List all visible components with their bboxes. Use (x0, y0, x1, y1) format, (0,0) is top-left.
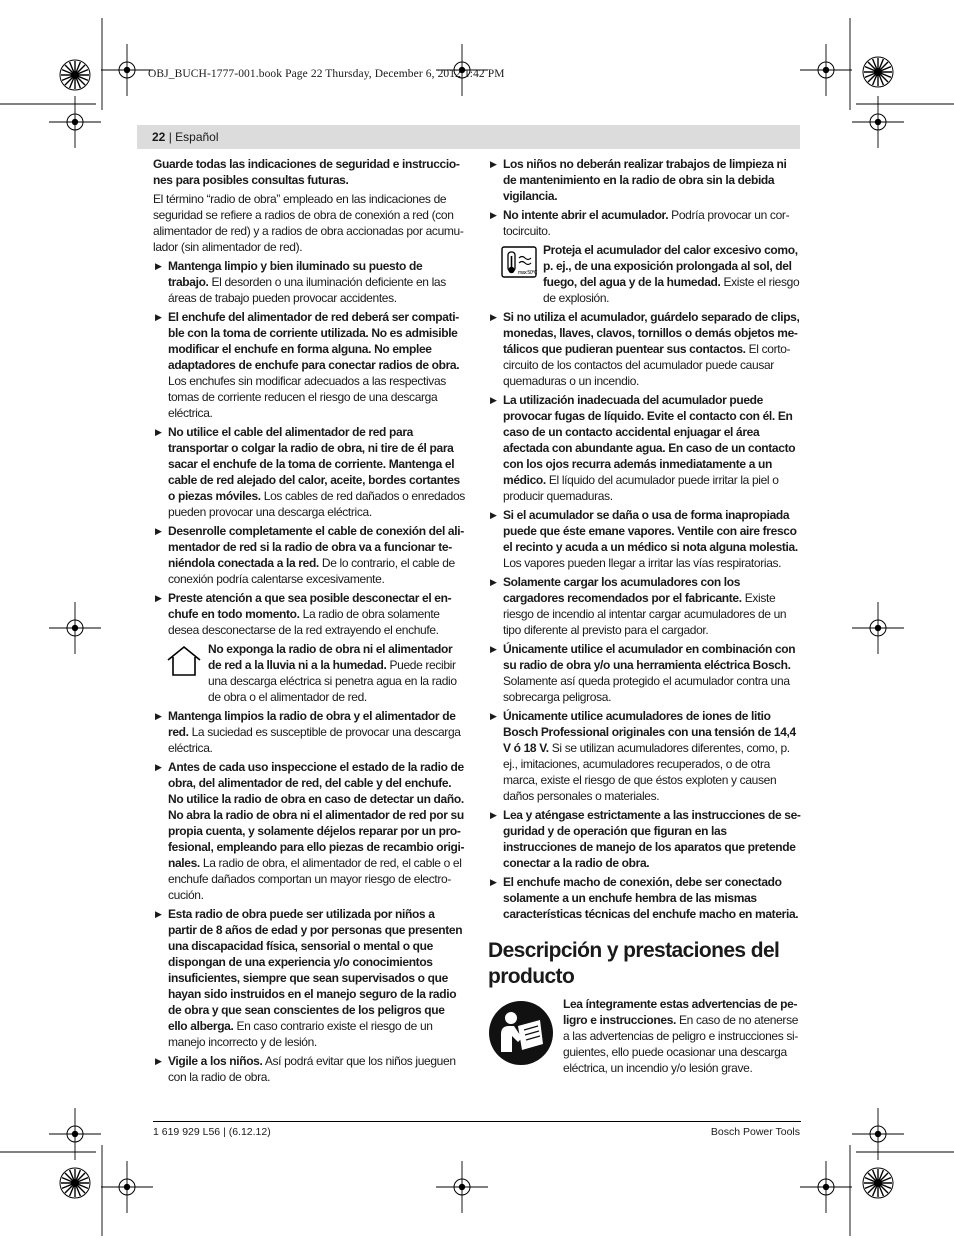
header-language: Español (175, 130, 219, 144)
list-item: ▶ Esta radio de obra puede ser utilizada por niños a partir de 8 años de edad y por personas que presenten una discapacidad física, sensorial o mental o que dispongan de una experiencia y/o conocimientos insuficientes, siempre que sean supervisados o que hayan sido instruidos en el manejo seguro de la radio de obra y que sean conscientes de los peligros que ello alberga. En caso contrario existe el riesgo de un manejo incorrecto y de lesión. (155, 907, 463, 1049)
list-item: ▶ No utilice el cable del alimentador de red para transportar o colgar la radio de obra, ni tire de él para sacar el enchufe de la toma de corriente. Mantenga el cable de red alejado del calor, aceite, bordes cortantes o piezas móviles. Los cables de red dañados o enredados pueden provocar una descarga eléctrica. (155, 425, 465, 519)
intro-bold: Guarde todas las indicaciones de seguridad e instrucciones para posibles consultas futuras. (153, 157, 460, 187)
right-list-1 (488, 156, 801, 239)
bullet-arrow-icon: ▶ (155, 261, 162, 271)
house-icon (166, 645, 202, 677)
battery-heat-icon (501, 246, 537, 278)
bullet-arrow-icon: ▶ (155, 312, 162, 322)
left-list-1 (153, 258, 465, 638)
bullet-arrow-icon: ▶ (490, 395, 497, 405)
list-item: ▶ Si no utiliza el acumulador, guárdelo separado de clips, monedas, llaves, clavos, tornillos o demás objetos metálicos que pudieran puentear sus contactos. El cortocircuito de los contactos del acumulador puede causar quemaduras o un incendio. (490, 310, 800, 388)
list-item: ▶ Si el acumulador se daña o usa de forma inapropiada puede que éste emane vapores. Ventile con aire fresco el recinto y acuda a un médico si nota alguna molestia. Los vapores pueden llegar a irritar las vías respiratorias. (490, 508, 798, 570)
section-title: Descripción y prestaciones del producto (488, 939, 780, 988)
list-item: ▶ Preste atención a que sea posible desconectar el enchufe en todo momento. La radio de obra solamente desea desconectarse de la red extrayendo el enchufe. (155, 591, 452, 637)
left-list-2 (153, 708, 465, 1085)
footer-doc-number: 1 619 929 L56 | (6.12.12) (153, 1126, 271, 1138)
print-meta: OBJ_BUCH-1777-001.book Page 22 Thursday, December 6, 2012 1:42 PM (148, 68, 505, 80)
list-item: ▶ El enchufe del alimentador de red deberá ser compatible con la toma de corriente utilizada. No es admisible modificar el enchufe en forma alguna. No emplee adaptadores de enchufe para conectar radios de obra. Los enchufes sin modificar adecuados a las respectivas tomas de corriente reducen el riesgo de una descarga eléctrica. (155, 310, 460, 420)
heat-warning: max 50°C Proteja el acumulador del calor excesivo como, p. ej., de una exposición prolongada al sol, del fuego, del agua y de la humedad. Existe el riesgo de explosión. (488, 242, 801, 306)
rain-warning: No exponga la radio de obra ni el alimentador de red a la lluvia ni a la humedad. Puede recibir una descarga eléctrica si penetra agua en la radio de obra o el alimentador de red. (153, 641, 465, 705)
list-item: ▶ Vigile a los niños. Así podrá evitar que los niños jueguen con la radio de obra. (155, 1054, 456, 1084)
right-column (488, 156, 801, 1076)
bullet-arrow-icon: ▶ (155, 526, 162, 536)
bullet-arrow-icon: ▶ (490, 510, 497, 520)
list-item: ▶ El enchufe macho de conexión, debe ser conectado solamente a un enchufe hembra de las mismas características técnicas del enchufe macho en materia. (490, 875, 799, 921)
bullet-arrow-icon: ▶ (490, 711, 497, 721)
bullet-arrow-icon: ▶ (490, 159, 497, 169)
bullet-arrow-icon: ▶ (155, 762, 162, 772)
list-item: ▶ Antes de cada uso inspeccione el estado de la radio de obra, del alimentador de red, del cable y del enchufe. No utilice la radio de obra en caso de detectar un daño. No abra la radio de obra ni el alimentador de red por su propia cuenta, y solamente déjelos reparar por un profesional, empleando para ello piezas de recambio originales. La radio de obra, el alimentador de red, el cable o el enchufe dañados comportan un mayor riesgo de electrocución. (155, 760, 465, 902)
footer-rule (153, 1121, 801, 1122)
page-header-bar (137, 125, 800, 149)
list-item: ▶ Únicamente utilice el acumulador en combinación con su radio de obra y/o una herramienta eléctrica Bosch. Solamente así queda protegido el acumulador contra una sobrecarga peligrosa. (490, 642, 796, 704)
bullet-arrow-icon: ▶ (490, 312, 497, 322)
list-item: ▶ Solamente cargar los acumuladores con los cargadores recomendados por el fabricante. Existe riesgo de incendio al intentar cargar acumuladores de un tipo diferente al previsto para el cargador. (490, 575, 787, 637)
list-item: ▶ La utilización inadecuada del acumulador puede provocar fugas de líquido. Evite el contacto con él. En caso de un contacto accidental enjuagar el área afectada con abundante agua. En caso de un contacto con los ojos recurra además inmediatamente a un médico. El líquido del acumulador puede irritar la piel o producir quemaduras. (490, 393, 796, 503)
footer-brand: Bosch Power Tools (710, 1126, 800, 1138)
list-item: ▶ Desenrolle completamente el cable de conexión del alimentador de red si la radio de obra va a funcionar teniéndola conectada a la red. De lo contrario, el cable de conexión podría calentarse excesivamente. (155, 524, 465, 586)
svg-text:max 50°C: max 50°C (518, 270, 537, 276)
list-item: ▶ Lea y aténgase estrictamente a las instrucciones de seguridad y de operación que figuran en las instrucciones de manejo de los aparatos que pretende conectar a la radio de obra. (490, 808, 801, 870)
bullet-arrow-icon: ▶ (155, 1056, 162, 1066)
bullet-arrow-icon: ▶ (490, 210, 497, 220)
intro-text: El término “radio de obra” empleado en las indicaciones de seguridad se refiere a radios de obra de conexión a red (con alimentador de red) y a radios de obra accionadas por acumulador (sin alimentador de red). (153, 192, 464, 254)
bullet-arrow-icon: ▶ (155, 711, 162, 721)
bullet-arrow-icon: ▶ (155, 909, 162, 919)
right-list-2 (488, 309, 801, 922)
list-item: ▶ No intente abrir el acumulador. Podría provocar un cortocircuito. (490, 208, 790, 238)
header-separator: | (165, 130, 176, 144)
bullet-arrow-icon: ▶ (490, 644, 497, 654)
bullet-arrow-icon: ▶ (490, 577, 497, 587)
list-item: ▶ Los niños no deberán realizar trabajos de limpieza ni de mantenimiento en la radio de obra sin la debida vigilancia. (490, 157, 787, 203)
page-header (152, 130, 219, 144)
left-column (153, 156, 465, 1088)
read-manual-icon (488, 1000, 554, 1066)
read-instructions-warning: Lea íntegramente estas advertencias de peligro e instrucciones. En caso de no atenerse a las advertencias de peligro e instrucciones siguientes, ello puede ocasionar una descarga eléctrica, un incendio y/o lesión grave. (488, 996, 801, 1076)
bullet-arrow-icon: ▶ (490, 810, 497, 820)
list-item: ▶ Mantenga limpio y bien iluminado su puesto de trabajo. El desorden o una iluminación deficiente en las áreas de trabajo pueden provocar accidentes. (155, 259, 446, 305)
bullet-arrow-icon: ▶ (490, 877, 497, 887)
bullet-arrow-icon: ▶ (155, 593, 162, 603)
page-number: 22 (152, 130, 166, 144)
bullet-arrow-icon: ▶ (155, 427, 162, 437)
list-item: ▶ Únicamente utilice acumuladores de iones de litio Bosch Professional originales con una tensión de 14,4 V ó 18 V. Si se utilizan acumuladores diferentes, como, p. ej., imitaciones, acumuladores recuperados, o de otra marca, existe el riesgo de que éstos exploten y causen daños personales o materiales. (490, 709, 796, 803)
list-item: ▶ Mantenga limpios la radio de obra y el alimentador de red. La suciedad es susceptible de provocar una descarga eléctrica. (155, 709, 461, 755)
